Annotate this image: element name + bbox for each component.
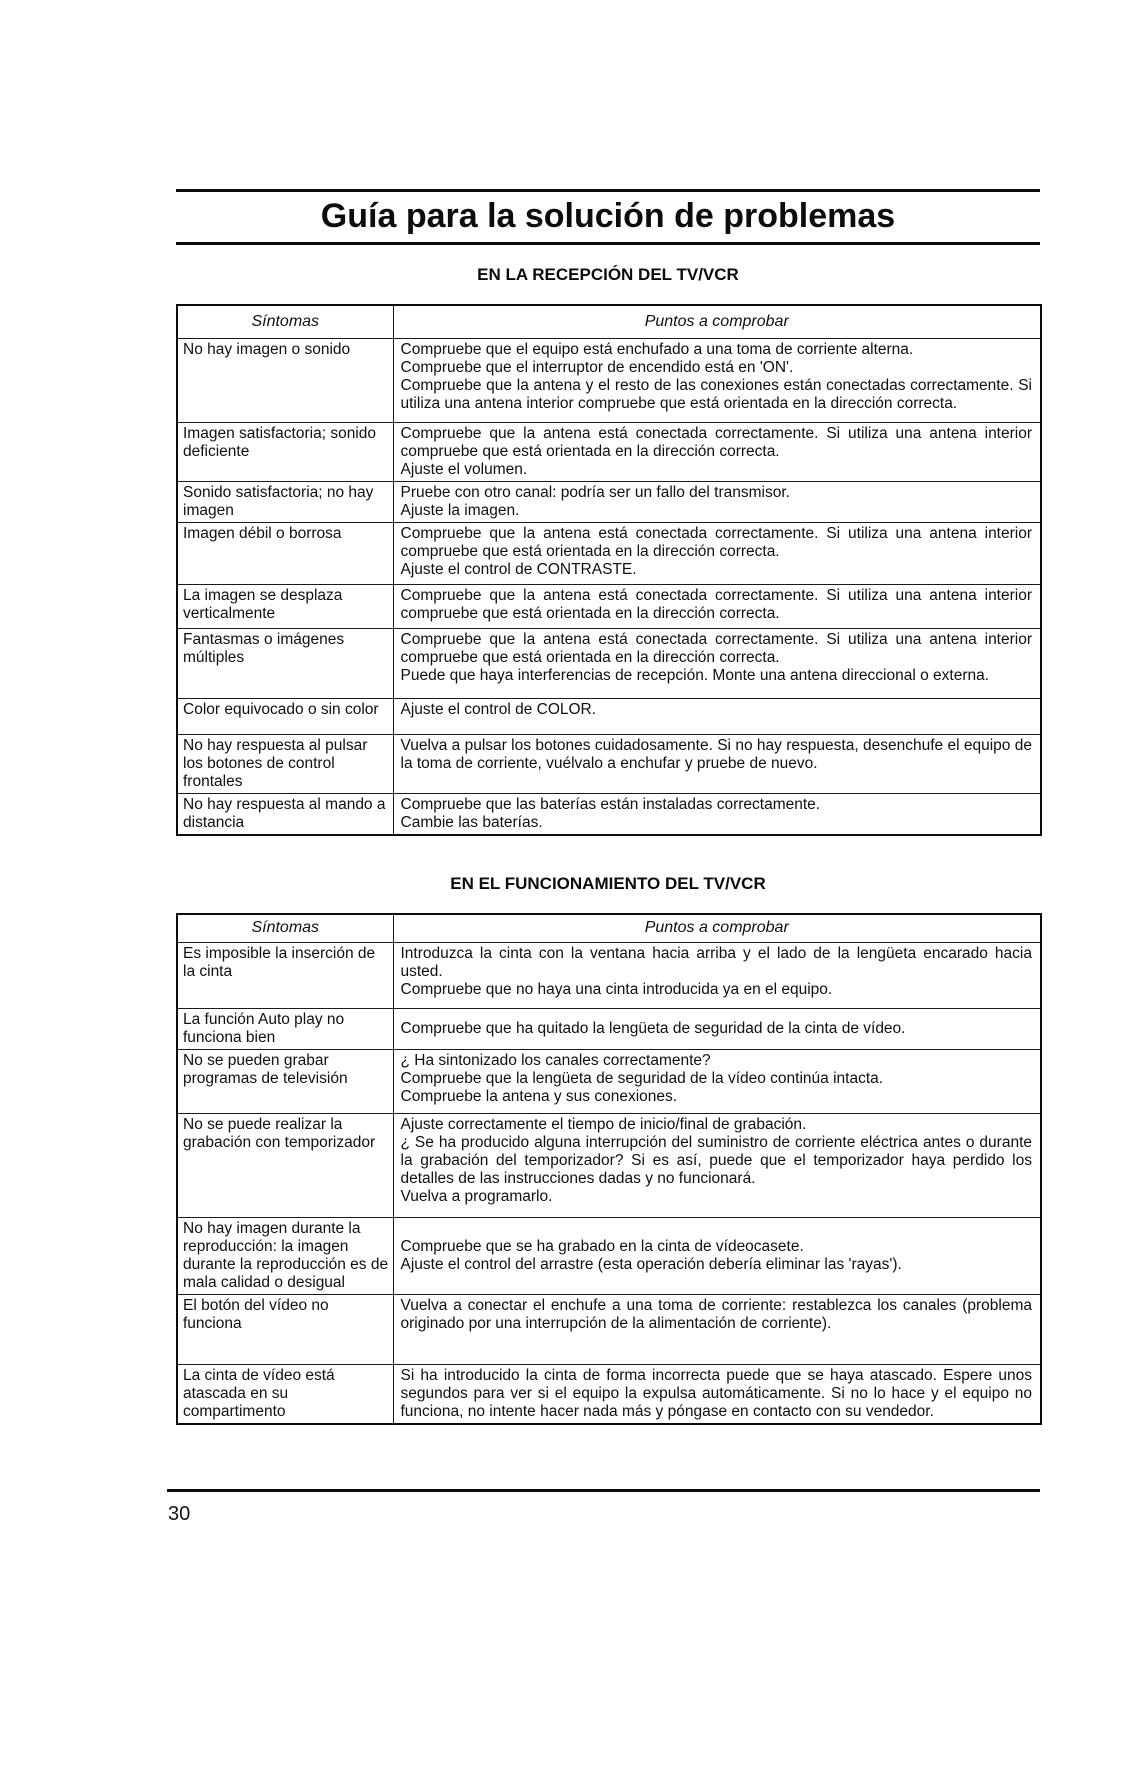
check-item: Puede que haya interferencias de recepción. Monte una antena direccional o externa.	[400, 666, 990, 684]
checkpoint-cell	[393, 522, 1041, 584]
checkpoint-cell	[393, 422, 1041, 481]
table-header-row	[177, 305, 1041, 338]
check-item: Ajuste la imagen.	[400, 501, 520, 519]
check-item: Vuelva a programarlo.	[400, 1188, 553, 1205]
symptom-cell: La imagen se desplaza verticalmente	[177, 584, 393, 628]
page-number: 30	[168, 1503, 191, 1525]
symptoms-column-header: Síntomas	[177, 305, 393, 338]
check-item: Compruebe que la antena está conectada correctamente. Si utiliza una antena interior compruebe que está orientada en la dirección correcta.	[400, 586, 1032, 622]
table-row	[177, 422, 1041, 481]
check-item: Compruebe la antena y sus conexiones.	[400, 1088, 678, 1105]
checkpoint-cell	[393, 1114, 1041, 1218]
symptom-cell: Color equivocado o sin color	[177, 698, 393, 734]
title-rule-bottom	[176, 242, 1040, 245]
symptom-cell: Fantasmas o imágenes múltiples	[177, 628, 393, 698]
check-item: Compruebe que la antena está conectada correctamente. Si utiliza una antena interior compruebe que está orientada en la dirección correcta.	[400, 524, 1032, 560]
checkpoint-cell	[393, 698, 1041, 734]
table-row	[177, 1050, 1041, 1114]
table-row	[177, 793, 1041, 835]
section-heading-reception: EN LA RECEPCIÓN DEL TV/VCR	[477, 265, 739, 284]
checkpoint-cell	[393, 943, 1041, 1009]
section-heading-operation: EN EL FUNCIONAMIENTO DEL TV/VCR	[450, 873, 766, 893]
reception-troubleshooting-table	[176, 304, 1042, 836]
page-title: Guía para la solución de problemas	[320, 197, 896, 235]
checkpoint-cell	[393, 628, 1041, 698]
symptom-cell: No hay imagen o sonido	[177, 338, 393, 422]
check-item: Ajuste correctamente el tiempo de inicio/final de grabación.	[400, 1116, 807, 1133]
table-row	[177, 1009, 1041, 1050]
check-item: Compruebe que la antena está conectada correctamente. Si utiliza una antena interior compruebe que está orientada en la dirección correcta.	[400, 630, 1032, 666]
check-item: Ajuste el control de COLOR.	[400, 700, 597, 718]
check-item: Compruebe que ha quitado la lengüeta de seguridad de la cinta de vídeo.	[400, 1020, 906, 1037]
symptom-cell: Imagen satisfactoria; sonido deficiente	[177, 422, 393, 481]
page	[168, 189, 1040, 1526]
check-item: Compruebe que la lengüeta de seguridad de la vídeo continúa intacta.	[400, 1070, 884, 1087]
table-row	[177, 481, 1041, 522]
check-item: ¿ Ha sintonizado los canales correctamente?	[400, 1052, 711, 1069]
check-item: Vuelva a pulsar los botones cuidadosamente. Si no hay respuesta, desenchufe el equipo de la toma de corriente, vuélvalo a enchufar y pruebe de nuevo.	[400, 736, 1032, 772]
table-row	[177, 584, 1041, 628]
checkpoint-cell	[393, 481, 1041, 522]
table-row	[177, 943, 1041, 1009]
check-item: Pruebe con otro canal: podría ser un fallo del transmisor.	[400, 483, 790, 501]
symptom-cell: No se puede realizar la grabación con temporizador	[177, 1114, 393, 1218]
table-row	[177, 1365, 1041, 1425]
checkpoint-cell	[393, 734, 1041, 793]
checkpoint-cell	[393, 1218, 1041, 1295]
symptom-cell: Es imposible la inserción de la cinta	[177, 943, 393, 1009]
symptom-cell: No se pueden grabar programas de televisión	[177, 1050, 393, 1114]
check-item: Vuelva a conectar el enchufe a una toma de corriente: restablezca los canales (problema originado por una interrupción de la alimentación de corriente).	[400, 1297, 1032, 1332]
check-item: Ajuste el control de CONTRASTE.	[400, 560, 637, 578]
table-row	[177, 338, 1041, 422]
check-item: ¿ Se ha producido alguna interrupción del suministro de corriente eléctrica antes o durante la grabación del temporizador? Si es así, puede que el temporizador haya perdido los detalles de las instrucciones dadas y no funcionará.	[400, 1134, 1032, 1187]
symptom-cell: La función Auto play no funciona bien	[177, 1009, 393, 1050]
check-item: Introduzca la cinta con la ventana hacia arriba y el lado de la lengüeta encarado hacia usted.	[400, 945, 1032, 980]
table-row	[177, 1114, 1041, 1218]
check-item: Compruebe que la antena y el resto de las conexiones están conectadas correctamente. Si utiliza una antena interior compruebe que está orientada en la dirección correcta.	[400, 376, 1032, 412]
check-item: Compruebe que las baterías están instaladas correctamente.	[400, 795, 821, 813]
symptom-cell: No hay respuesta al mando a distancia	[177, 793, 393, 835]
symptom-cell: Imagen débil o borrosa	[177, 522, 393, 584]
check-item: Ajuste el volumen.	[400, 460, 528, 478]
table-header-row	[177, 914, 1041, 943]
check-item: Ajuste el control del arrastre (esta operación debería eliminar las 'rayas').	[400, 1256, 902, 1273]
operation-troubleshooting-table	[176, 913, 1042, 1426]
check-item: Compruebe que no haya una cinta introducida ya en el equipo.	[400, 981, 833, 998]
table-row	[177, 522, 1041, 584]
symptom-cell: No hay respuesta al pulsar los botones de control frontales	[177, 734, 393, 793]
checkpoints-column-header: Puntos a comprobar	[393, 305, 1041, 338]
check-item: Compruebe que la antena está conectada correctamente. Si utiliza una antena interior compruebe que está orientada en la dirección correcta.	[400, 424, 1032, 460]
check-item: Si ha introducido la cinta de forma incorrecta puede que se haya atascado. Espere unos segundos para ver si el equipo la expulsa automáticamente. Si no lo hace y el equipo no funciona, no intente hacer nada más y póngase en contacto con su vendedor.	[400, 1367, 1032, 1420]
table-row	[177, 1218, 1041, 1295]
checkpoints-column-header: Puntos a comprobar	[393, 914, 1041, 943]
symptom-cell: La cinta de vídeo está atascada en su compartimento	[177, 1365, 393, 1425]
symptom-cell: El botón del vídeo no funciona	[177, 1295, 393, 1365]
checkpoint-cell	[393, 793, 1041, 835]
table-row	[177, 628, 1041, 698]
table-row	[177, 734, 1041, 793]
checkpoint-cell	[393, 1009, 1041, 1050]
check-item: Compruebe que el equipo está enchufado a una toma de corriente alterna.	[400, 340, 914, 358]
checkpoint-cell	[393, 1365, 1041, 1425]
checkpoint-cell	[393, 1050, 1041, 1114]
checkpoint-cell	[393, 1295, 1041, 1365]
check-item: Compruebe que se ha grabado en la cinta de vídeocasete.	[400, 1238, 804, 1255]
checkpoint-cell	[393, 338, 1041, 422]
symptoms-column-header: Síntomas	[177, 914, 393, 943]
table-row	[177, 698, 1041, 734]
checkpoint-cell	[393, 584, 1041, 628]
table-row	[177, 1295, 1041, 1365]
symptom-cell: No hay imagen durante la reproducción: la imagen durante la reproducción es de mala calidad o desigual	[177, 1218, 393, 1295]
symptom-cell: Sonido satisfactoria; no hay imagen	[177, 481, 393, 522]
footer-rule	[167, 1489, 1040, 1492]
check-item: Cambie las baterías.	[400, 813, 543, 831]
check-item: Compruebe que el interruptor de encendido está en 'ON'.	[400, 358, 794, 376]
